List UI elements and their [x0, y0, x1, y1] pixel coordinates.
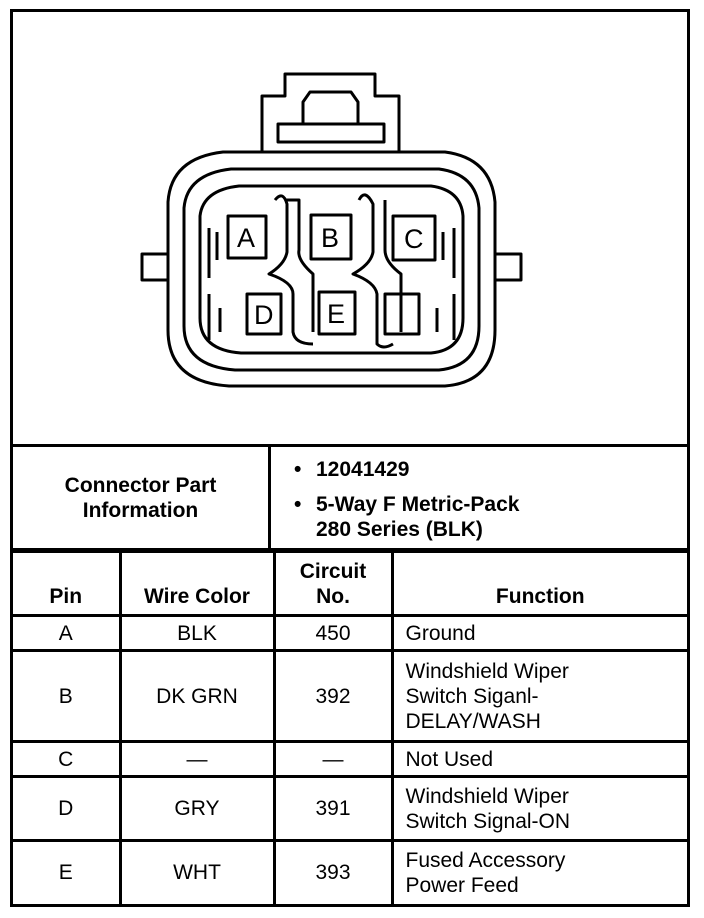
header-pin: Pin: [13, 552, 120, 616]
header-circuit: [274, 552, 392, 616]
wire-color-cell: BLK: [120, 616, 274, 651]
function-cell: [392, 616, 687, 651]
function-line: Fused Accessory: [405, 848, 566, 872]
wire-color-cell: DK GRN: [120, 651, 274, 742]
function-line: Power Feed: [405, 873, 519, 897]
circuit-cell: 450: [274, 616, 392, 651]
pin-cell: A: [13, 616, 120, 651]
table-row: [13, 742, 687, 777]
header-circuit-line2: No.: [316, 585, 350, 608]
function-line: Ground: [405, 621, 476, 645]
function-cell: [392, 841, 687, 904]
function-cell: [392, 742, 687, 777]
part-number: 12041429: [316, 458, 410, 481]
header-function: Function: [392, 552, 687, 616]
function-line: Not Used: [405, 747, 494, 771]
circuit-cell: 393: [274, 841, 392, 904]
pin-label-d: D: [254, 300, 274, 330]
function-line: Switch Signal-ON: [405, 809, 571, 833]
header-wire-color: Wire Color: [120, 552, 274, 616]
circuit-cell: —: [274, 742, 392, 777]
latch-slot: [303, 92, 358, 124]
pin-cell: B: [13, 651, 120, 742]
pin-table: [13, 550, 687, 904]
part-number-item: [294, 457, 410, 482]
function-line: Windshield Wiper: [405, 659, 569, 683]
bullet-icon: •: [294, 458, 302, 481]
part-info-label: Connector Part Information: [64, 473, 217, 522]
pin-cell: E: [13, 841, 120, 904]
function-cell: [392, 651, 687, 742]
part-info-values: [274, 447, 687, 548]
pin-label-c: C: [404, 224, 424, 254]
table-row: [13, 841, 687, 904]
right-ear: [495, 254, 521, 280]
function-line: Switch Siganl-: [405, 684, 539, 708]
part-info-label-cell: [13, 447, 271, 548]
connector-info-sheet: [10, 9, 690, 907]
function-cell: [392, 777, 687, 841]
part-description-line1: 5-Way F Metric-Pack: [316, 493, 520, 516]
connector-part-info-row: [13, 447, 687, 551]
circuit-cell: 391: [274, 777, 392, 841]
part-description-line2: 280 Series (BLK): [316, 518, 483, 541]
divider-right: [353, 195, 393, 347]
pin-cell: C: [13, 742, 120, 777]
bullet-icon: •: [294, 493, 302, 516]
pin-label-b: B: [321, 223, 340, 253]
part-description-item: [294, 492, 520, 517]
circuit-cell: 392: [274, 651, 392, 742]
left-ear: [142, 254, 168, 280]
header-circuit-line1: Circuit: [299, 560, 367, 583]
table-row: [13, 777, 687, 841]
table-header-row: [13, 552, 687, 616]
function-line: Windshield Wiper: [405, 784, 569, 808]
pin-label-e: E: [327, 299, 346, 329]
part-description-line2-wrap: [316, 517, 483, 542]
wire-color-cell: —: [120, 742, 274, 777]
wire-color-cell: GRY: [120, 777, 274, 841]
divider-left: [269, 196, 313, 344]
connector-diagram: [13, 12, 687, 447]
table-row: [13, 616, 687, 651]
function-line: DELAY/WASH: [405, 709, 541, 733]
wire-color-cell: WHT: [120, 841, 274, 904]
table-row: [13, 651, 687, 742]
pin-cell: D: [13, 777, 120, 841]
latch-tab: [262, 74, 399, 152]
connector-face-drawing: [13, 12, 687, 444]
pin-label-a: A: [237, 223, 256, 253]
